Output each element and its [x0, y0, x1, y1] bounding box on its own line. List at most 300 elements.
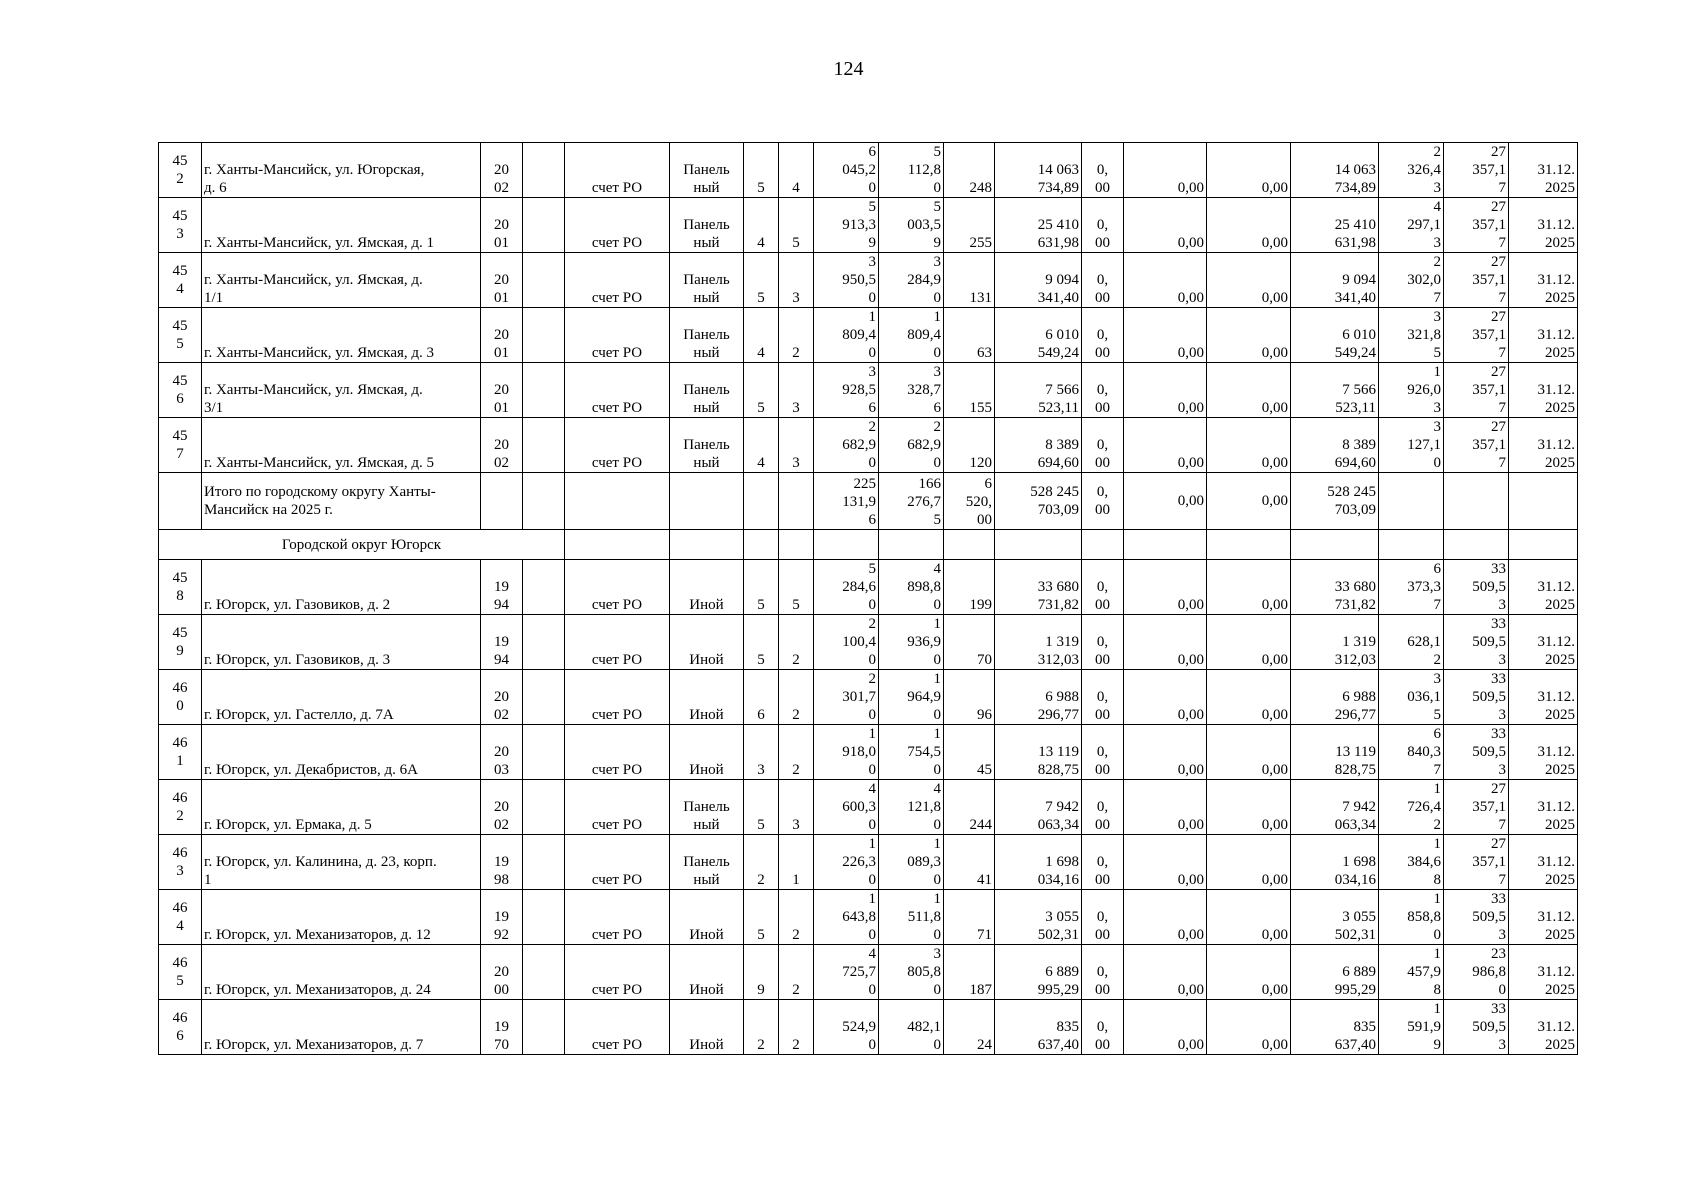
area-living-cell: 1 964,9 0 [879, 670, 944, 725]
table-row [159, 418, 1578, 473]
area-total-cell: 2 682,9 0 [814, 418, 879, 473]
row-number: 45 7 [159, 418, 202, 473]
empty-cell [523, 198, 565, 253]
wall-material-cell: Иной [670, 945, 744, 1000]
area-living-cell: 482,1 0 [879, 1000, 944, 1055]
total-cost: 528 245 703,09 [995, 473, 1082, 530]
cost-fund-cell: 0, 00 [1082, 418, 1124, 473]
address-cell: г. Ханты-Мансийск, ул. Югорская, д. 6 [202, 143, 481, 198]
empty-cell [523, 670, 565, 725]
area-total-cell: 4 725,7 0 [814, 945, 879, 1000]
year-cell: 20 00 [481, 945, 523, 1000]
cost-cell: 1 319 312,03 [995, 615, 1082, 670]
max-cost-cell: 27 357,1 7 [1444, 780, 1509, 835]
max-cost-cell: 33 509,5 3 [1444, 1000, 1509, 1055]
cost-fund-cell: 0, 00 [1082, 890, 1124, 945]
area-total-cell: 3 950,5 0 [814, 253, 879, 308]
address-cell: г. Ханты-Мансийск, ул. Ямская, д. 3 [202, 308, 481, 363]
empty-cell [523, 363, 565, 418]
cost-budget-cell: 0,00 [1124, 253, 1207, 308]
section-title: Городской округ Югорск [159, 530, 565, 560]
cost-budget-cell: 0,00 [1124, 308, 1207, 363]
table-row [159, 670, 1578, 725]
yugorsk-rows [159, 560, 1578, 1055]
row-number: 45 8 [159, 560, 202, 615]
cost-budget-cell: 0,00 [1124, 143, 1207, 198]
cost-owners-cell: 25 410 631,98 [1291, 198, 1379, 253]
year-cell: 19 70 [481, 1000, 523, 1055]
unit-cost-cell: 628,1 2 [1379, 615, 1444, 670]
floors-cell: 5 [744, 780, 779, 835]
fund-cell: счет РО [565, 560, 670, 615]
residents-cell: 71 [944, 890, 995, 945]
year-cell: 20 02 [481, 780, 523, 835]
cost-local-cell: 0,00 [1207, 308, 1291, 363]
wall-material-cell: Панель ный [670, 198, 744, 253]
cost-cell: 8 389 694,60 [995, 418, 1082, 473]
cost-budget-cell: 0,00 [1124, 725, 1207, 780]
wall-material-cell: Панель ный [670, 780, 744, 835]
empty-cell [523, 890, 565, 945]
entrances-cell: 5 [779, 560, 814, 615]
cost-owners-cell: 6 988 296,77 [1291, 670, 1379, 725]
cost-local-cell: 0,00 [1207, 780, 1291, 835]
date-cell: 31.12. 2025 [1509, 835, 1578, 890]
fund-cell: счет РО [565, 143, 670, 198]
total-c4: 528 245 703,09 [1291, 473, 1379, 530]
entrances-cell: 2 [779, 308, 814, 363]
max-cost-cell: 33 509,5 3 [1444, 670, 1509, 725]
entrances-cell: 1 [779, 835, 814, 890]
unit-cost-cell: 2 302,0 7 [1379, 253, 1444, 308]
floors-cell: 2 [744, 1000, 779, 1055]
wall-material-cell: Панель ный [670, 835, 744, 890]
cost-local-cell: 0,00 [1207, 363, 1291, 418]
fund-cell: счет РО [565, 418, 670, 473]
max-cost-cell: 27 357,1 7 [1444, 253, 1509, 308]
floors-cell: 5 [744, 560, 779, 615]
row-number: 46 0 [159, 670, 202, 725]
entrances-cell: 2 [779, 615, 814, 670]
cost-budget-cell: 0,00 [1124, 198, 1207, 253]
total-row-group [159, 473, 1578, 560]
residents-cell: 41 [944, 835, 995, 890]
cost-cell: 6 010 549,24 [995, 308, 1082, 363]
area-total-cell: 524,9 0 [814, 1000, 879, 1055]
empty-cell [523, 615, 565, 670]
cost-local-cell: 0,00 [1207, 253, 1291, 308]
total-label: Итого по городскому округу Ханты- Мансийск на 2025 г. [202, 473, 481, 530]
date-cell: 31.12. 2025 [1509, 890, 1578, 945]
row-number: 45 3 [159, 198, 202, 253]
cost-cell: 835 637,40 [995, 1000, 1082, 1055]
cost-cell: 6 889 995,29 [995, 945, 1082, 1000]
area-total-cell: 1 643,8 0 [814, 890, 879, 945]
area-living-cell: 2 682,9 0 [879, 418, 944, 473]
wall-material-cell: Иной [670, 670, 744, 725]
date-cell: 31.12. 2025 [1509, 308, 1578, 363]
unit-cost-cell: 3 321,8 5 [1379, 308, 1444, 363]
cost-owners-cell: 7 566 523,11 [1291, 363, 1379, 418]
cost-local-cell: 0,00 [1207, 615, 1291, 670]
floors-cell: 4 [744, 198, 779, 253]
date-cell: 31.12. 2025 [1509, 670, 1578, 725]
address-cell: г. Югорск, ул. Газовиков, д. 2 [202, 560, 481, 615]
table-row [159, 198, 1578, 253]
total-area2: 166 276,7 5 [879, 473, 944, 530]
date-cell: 31.12. 2025 [1509, 725, 1578, 780]
empty-cell [523, 945, 565, 1000]
wall-material-cell: Панель ный [670, 253, 744, 308]
area-living-cell: 1 754,5 0 [879, 725, 944, 780]
cost-cell: 33 680 731,82 [995, 560, 1082, 615]
residents-cell: 244 [944, 780, 995, 835]
entrances-cell: 2 [779, 725, 814, 780]
row-number: 46 4 [159, 890, 202, 945]
cost-owners-cell: 1 698 034,16 [1291, 835, 1379, 890]
floors-cell: 9 [744, 945, 779, 1000]
register-table [158, 142, 1578, 1055]
address-cell: г. Югорск, ул. Ермака, д. 5 [202, 780, 481, 835]
table-row [159, 890, 1578, 945]
cost-owners-cell: 6 889 995,29 [1291, 945, 1379, 1000]
date-cell: 31.12. 2025 [1509, 198, 1578, 253]
row-number: 45 9 [159, 615, 202, 670]
floors-cell: 5 [744, 253, 779, 308]
date-cell: 31.12. 2025 [1509, 560, 1578, 615]
max-cost-cell: 27 357,1 7 [1444, 198, 1509, 253]
entrances-cell: 3 [779, 780, 814, 835]
residents-cell: 248 [944, 143, 995, 198]
entrances-cell: 2 [779, 945, 814, 1000]
wall-material-cell: Иной [670, 560, 744, 615]
unit-cost-cell: 6 840,3 7 [1379, 725, 1444, 780]
fund-cell: счет РО [565, 363, 670, 418]
residents-cell: 70 [944, 615, 995, 670]
table-row [159, 1000, 1578, 1055]
empty-cell [523, 418, 565, 473]
cost-cell: 3 055 502,31 [995, 890, 1082, 945]
floors-cell: 4 [744, 418, 779, 473]
empty-cell [523, 308, 565, 363]
address-cell: г. Ханты-Мансийск, ул. Ямская, д. 1 [202, 198, 481, 253]
wall-material-cell: Иной [670, 615, 744, 670]
date-cell: 31.12. 2025 [1509, 1000, 1578, 1055]
area-living-cell: 1 936,9 0 [879, 615, 944, 670]
residents-cell: 120 [944, 418, 995, 473]
cost-owners-cell: 835 637,40 [1291, 1000, 1379, 1055]
fund-cell: счет РО [565, 780, 670, 835]
max-cost-cell: 33 509,5 3 [1444, 725, 1509, 780]
empty-cell [523, 253, 565, 308]
wall-material-cell: Панель ный [670, 308, 744, 363]
cost-fund-cell: 0, 00 [1082, 1000, 1124, 1055]
floors-cell: 5 [744, 615, 779, 670]
max-cost-cell: 27 357,1 7 [1444, 418, 1509, 473]
address-cell: г. Ханты-Мансийск, ул. Ямская, д. 5 [202, 418, 481, 473]
unit-cost-cell: 2 326,4 3 [1379, 143, 1444, 198]
entrances-cell: 2 [779, 1000, 814, 1055]
fund-cell: счет РО [565, 670, 670, 725]
table-row [159, 253, 1578, 308]
date-cell: 31.12. 2025 [1509, 945, 1578, 1000]
address-cell: г. Югорск, ул. Газовиков, д. 3 [202, 615, 481, 670]
residents-cell: 131 [944, 253, 995, 308]
row-number: 45 5 [159, 308, 202, 363]
unit-cost-cell: 1 591,9 9 [1379, 1000, 1444, 1055]
max-cost-cell: 27 357,1 7 [1444, 143, 1509, 198]
area-total-cell: 5 913,3 9 [814, 198, 879, 253]
cost-owners-cell: 8 389 694,60 [1291, 418, 1379, 473]
cost-local-cell: 0,00 [1207, 725, 1291, 780]
cost-fund-cell: 0, 00 [1082, 945, 1124, 1000]
total-c2: 0,00 [1124, 473, 1207, 530]
unit-cost-cell: 3 036,1 5 [1379, 670, 1444, 725]
max-cost-cell: 33 509,5 3 [1444, 890, 1509, 945]
date-cell: 31.12. 2025 [1509, 780, 1578, 835]
cost-budget-cell: 0,00 [1124, 418, 1207, 473]
date-cell: 31.12. 2025 [1509, 363, 1578, 418]
cost-local-cell: 0,00 [1207, 1000, 1291, 1055]
empty-cell [523, 725, 565, 780]
wall-material-cell: Иной [670, 1000, 744, 1055]
address-cell: г. Югорск, ул. Гастелло, д. 7А [202, 670, 481, 725]
cost-fund-cell: 0, 00 [1082, 308, 1124, 363]
entrances-cell: 3 [779, 418, 814, 473]
year-cell: 20 01 [481, 198, 523, 253]
fund-cell: счет РО [565, 253, 670, 308]
fund-cell: счет РО [565, 945, 670, 1000]
page-number: 124 [833, 58, 864, 80]
table-row [159, 560, 1578, 615]
cost-owners-cell: 14 063 734,89 [1291, 143, 1379, 198]
cost-fund-cell: 0, 00 [1082, 560, 1124, 615]
wall-material-cell: Панель ный [670, 418, 744, 473]
year-cell: 19 98 [481, 835, 523, 890]
total-empty-num [159, 473, 202, 530]
cost-fund-cell: 0, 00 [1082, 670, 1124, 725]
fund-cell: счет РО [565, 198, 670, 253]
residents-cell: 63 [944, 308, 995, 363]
cost-local-cell: 0,00 [1207, 835, 1291, 890]
max-cost-cell: 27 357,1 7 [1444, 363, 1509, 418]
year-cell: 20 01 [481, 253, 523, 308]
area-living-cell: 1 089,3 0 [879, 835, 944, 890]
area-total-cell: 1 918,0 0 [814, 725, 879, 780]
date-cell: 31.12. 2025 [1509, 143, 1578, 198]
year-cell: 20 02 [481, 143, 523, 198]
residents-cell: 24 [944, 1000, 995, 1055]
cost-owners-cell: 7 942 063,34 [1291, 780, 1379, 835]
residents-cell: 45 [944, 725, 995, 780]
area-living-cell: 3 284,9 0 [879, 253, 944, 308]
residents-cell: 187 [944, 945, 995, 1000]
cost-local-cell: 0,00 [1207, 198, 1291, 253]
cost-cell: 14 063 734,89 [995, 143, 1082, 198]
cost-fund-cell: 0, 00 [1082, 198, 1124, 253]
cost-cell: 6 988 296,77 [995, 670, 1082, 725]
cost-cell: 7 566 523,11 [995, 363, 1082, 418]
entrances-cell: 2 [779, 670, 814, 725]
total-area1: 225 131,9 6 [814, 473, 879, 530]
unit-cost-cell: 1 384,6 8 [1379, 835, 1444, 890]
cost-cell: 1 698 034,16 [995, 835, 1082, 890]
residents-cell: 199 [944, 560, 995, 615]
area-total-cell: 6 045,2 0 [814, 143, 879, 198]
cost-budget-cell: 0,00 [1124, 1000, 1207, 1055]
entrances-cell: 3 [779, 363, 814, 418]
cost-budget-cell: 0,00 [1124, 560, 1207, 615]
area-total-cell: 5 284,6 0 [814, 560, 879, 615]
date-cell: 31.12. 2025 [1509, 418, 1578, 473]
floors-cell: 3 [744, 725, 779, 780]
area-living-cell: 3 328,7 6 [879, 363, 944, 418]
unit-cost-cell: 1 726,4 2 [1379, 780, 1444, 835]
residents-cell: 255 [944, 198, 995, 253]
row-number: 45 6 [159, 363, 202, 418]
floors-cell: 5 [744, 363, 779, 418]
empty-cell [523, 560, 565, 615]
table-row [159, 725, 1578, 780]
unit-cost-cell: 4 297,1 3 [1379, 198, 1444, 253]
residents-cell: 96 [944, 670, 995, 725]
row-number: 45 4 [159, 253, 202, 308]
date-cell: 31.12. 2025 [1509, 615, 1578, 670]
wall-material-cell: Панель ный [670, 363, 744, 418]
max-cost-cell: 27 357,1 7 [1444, 308, 1509, 363]
cost-owners-cell: 13 119 828,75 [1291, 725, 1379, 780]
cost-fund-cell: 0, 00 [1082, 363, 1124, 418]
area-living-cell: 1 511,8 0 [879, 890, 944, 945]
area-total-cell: 1 226,3 0 [814, 835, 879, 890]
row-number: 46 1 [159, 725, 202, 780]
cost-fund-cell: 0, 00 [1082, 143, 1124, 198]
empty-cell [523, 143, 565, 198]
cost-fund-cell: 0, 00 [1082, 780, 1124, 835]
cost-fund-cell: 0, 00 [1082, 253, 1124, 308]
area-living-cell: 1 809,4 0 [879, 308, 944, 363]
total-row [159, 473, 1578, 530]
year-cell: 20 01 [481, 363, 523, 418]
entrances-cell: 5 [779, 198, 814, 253]
floors-cell: 6 [744, 670, 779, 725]
address-cell: г. Ханты-Мансийск, ул. Ямская, д. 3/1 [202, 363, 481, 418]
year-cell: 20 03 [481, 725, 523, 780]
entrances-cell: 4 [779, 143, 814, 198]
cost-cell: 13 119 828,75 [995, 725, 1082, 780]
empty-cell [523, 780, 565, 835]
unit-cost-cell: 6 373,3 7 [1379, 560, 1444, 615]
cost-budget-cell: 0,00 [1124, 363, 1207, 418]
floors-cell: 5 [744, 890, 779, 945]
cost-owners-cell: 1 319 312,03 [1291, 615, 1379, 670]
empty-cell [523, 835, 565, 890]
total-people: 6 520, 00 [944, 473, 995, 530]
max-cost-cell: 33 509,5 3 [1444, 560, 1509, 615]
fund-cell: счет РО [565, 1000, 670, 1055]
table-row [159, 363, 1578, 418]
table-row [159, 835, 1578, 890]
cost-fund-cell: 0, 00 [1082, 615, 1124, 670]
fund-cell: счет РО [565, 835, 670, 890]
address-cell: г. Югорск, ул. Механизаторов, д. 12 [202, 890, 481, 945]
area-living-cell: 4 898,8 0 [879, 560, 944, 615]
table-row [159, 615, 1578, 670]
table-row [159, 308, 1578, 363]
unit-cost-cell: 3 127,1 0 [1379, 418, 1444, 473]
cost-owners-cell: 3 055 502,31 [1291, 890, 1379, 945]
total-c1: 0, 00 [1082, 473, 1124, 530]
cost-local-cell: 0,00 [1207, 945, 1291, 1000]
cost-cell: 7 942 063,34 [995, 780, 1082, 835]
floors-cell: 5 [744, 143, 779, 198]
khanty-mansiysk-rows [159, 143, 1578, 473]
year-cell: 20 02 [481, 670, 523, 725]
residents-cell: 155 [944, 363, 995, 418]
empty-cell [523, 1000, 565, 1055]
floors-cell: 2 [744, 835, 779, 890]
cost-budget-cell: 0,00 [1124, 945, 1207, 1000]
address-cell: г. Югорск, ул. Калинина, д. 23, корп. 1 [202, 835, 481, 890]
area-living-cell: 4 121,8 0 [879, 780, 944, 835]
cost-owners-cell: 6 010 549,24 [1291, 308, 1379, 363]
total-c3: 0,00 [1207, 473, 1291, 530]
cost-fund-cell: 0, 00 [1082, 835, 1124, 890]
table-row [159, 780, 1578, 835]
entrances-cell: 3 [779, 253, 814, 308]
fund-cell: счет РО [565, 890, 670, 945]
table-row [159, 945, 1578, 1000]
area-living-cell: 5 112,8 0 [879, 143, 944, 198]
fund-cell: счет РО [565, 308, 670, 363]
max-cost-cell: 33 509,5 3 [1444, 615, 1509, 670]
row-number: 46 5 [159, 945, 202, 1000]
row-number: 46 6 [159, 1000, 202, 1055]
area-total-cell: 1 809,4 0 [814, 308, 879, 363]
cost-owners-cell: 33 680 731,82 [1291, 560, 1379, 615]
address-cell: г. Югорск, ул. Механизаторов, д. 24 [202, 945, 481, 1000]
address-cell: г. Ханты-Мансийск, ул. Ямская, д. 1/1 [202, 253, 481, 308]
row-number: 45 2 [159, 143, 202, 198]
cost-local-cell: 0,00 [1207, 670, 1291, 725]
cost-local-cell: 0,00 [1207, 143, 1291, 198]
cost-local-cell: 0,00 [1207, 890, 1291, 945]
area-total-cell: 3 928,5 6 [814, 363, 879, 418]
wall-material-cell: Иной [670, 725, 744, 780]
wall-material-cell: Иной [670, 890, 744, 945]
year-cell: 20 01 [481, 308, 523, 363]
cost-budget-cell: 0,00 [1124, 835, 1207, 890]
cost-owners-cell: 9 094 341,40 [1291, 253, 1379, 308]
wall-material-cell: Панель ный [670, 143, 744, 198]
area-living-cell: 5 003,5 9 [879, 198, 944, 253]
area-total-cell: 2 301,7 0 [814, 670, 879, 725]
max-cost-cell: 27 357,1 7 [1444, 835, 1509, 890]
cost-budget-cell: 0,00 [1124, 890, 1207, 945]
area-total-cell: 2 100,4 0 [814, 615, 879, 670]
unit-cost-cell: 1 858,8 0 [1379, 890, 1444, 945]
cost-cell: 25 410 631,98 [995, 198, 1082, 253]
year-cell: 19 92 [481, 890, 523, 945]
address-cell: г. Югорск, ул. Механизаторов, д. 7 [202, 1000, 481, 1055]
cost-budget-cell: 0,00 [1124, 615, 1207, 670]
cost-local-cell: 0,00 [1207, 418, 1291, 473]
fund-cell: счет РО [565, 615, 670, 670]
cost-budget-cell: 0,00 [1124, 670, 1207, 725]
floors-cell: 4 [744, 308, 779, 363]
year-cell: 19 94 [481, 560, 523, 615]
year-cell: 20 02 [481, 418, 523, 473]
